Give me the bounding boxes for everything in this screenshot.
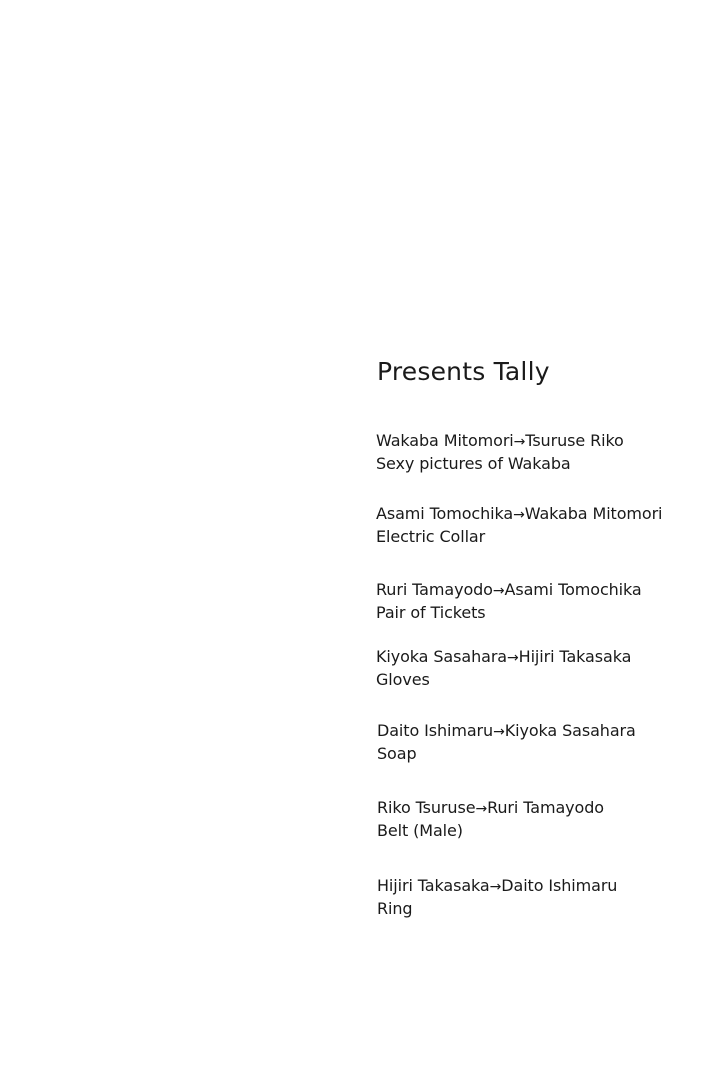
gift-entry: [376, 646, 631, 691]
gift-entry: [376, 579, 642, 624]
gift-route: [376, 503, 662, 526]
gift-item: Belt (Male): [377, 821, 463, 840]
gift-route: [376, 430, 624, 453]
gift-item: Ring: [377, 899, 413, 918]
receiver-name: Hijiri Takasaka: [518, 647, 632, 666]
gift-item: Sexy pictures of Wakaba: [376, 454, 571, 473]
giver-name: Riko Tsuruse: [377, 798, 476, 817]
gift-route: [377, 875, 617, 898]
arrow-icon: →: [475, 801, 488, 817]
arrow-icon: →: [513, 434, 526, 450]
gift-route: [377, 797, 604, 820]
gift-route: [376, 646, 631, 669]
giver-name: Hijiri Takasaka: [377, 876, 490, 895]
receiver-name: Tsuruse Riko: [525, 431, 624, 450]
gift-item: Electric Collar: [376, 527, 486, 546]
gift-item: Pair of Tickets: [376, 603, 486, 622]
receiver-name: Daito Ishimaru: [501, 876, 618, 895]
giver-name: Asami Tomochika: [376, 504, 514, 523]
giver-name: Kiyoka Sasahara: [376, 647, 508, 666]
gift-entry: [377, 720, 636, 765]
gift-route: [377, 720, 636, 743]
arrow-icon: →: [492, 583, 505, 599]
giver-name: Daito Ishimaru: [377, 721, 494, 740]
arrow-icon: →: [493, 724, 505, 740]
gift-entry: [376, 503, 662, 548]
giver-name: Wakaba Mitomori: [376, 431, 514, 450]
arrow-icon: →: [489, 879, 502, 895]
receiver-name: Ruri Tamayodo: [487, 798, 604, 817]
gift-entry: [377, 875, 617, 920]
gift-entry: [377, 797, 604, 842]
giver-name: Ruri Tamayodo: [376, 580, 493, 599]
gift-item: Soap: [377, 744, 417, 763]
page-title: Presents Tally: [377, 357, 550, 386]
gift-item: Gloves: [376, 670, 430, 689]
gift-entry: [376, 430, 624, 475]
arrow-icon: →: [507, 650, 519, 666]
receiver-name: Asami Tomochika: [504, 580, 642, 599]
receiver-name: Kiyoka Sasahara: [504, 721, 636, 740]
gift-route: [376, 579, 642, 602]
arrow-icon: →: [513, 507, 525, 523]
receiver-name: Wakaba Mitomori: [524, 504, 663, 523]
